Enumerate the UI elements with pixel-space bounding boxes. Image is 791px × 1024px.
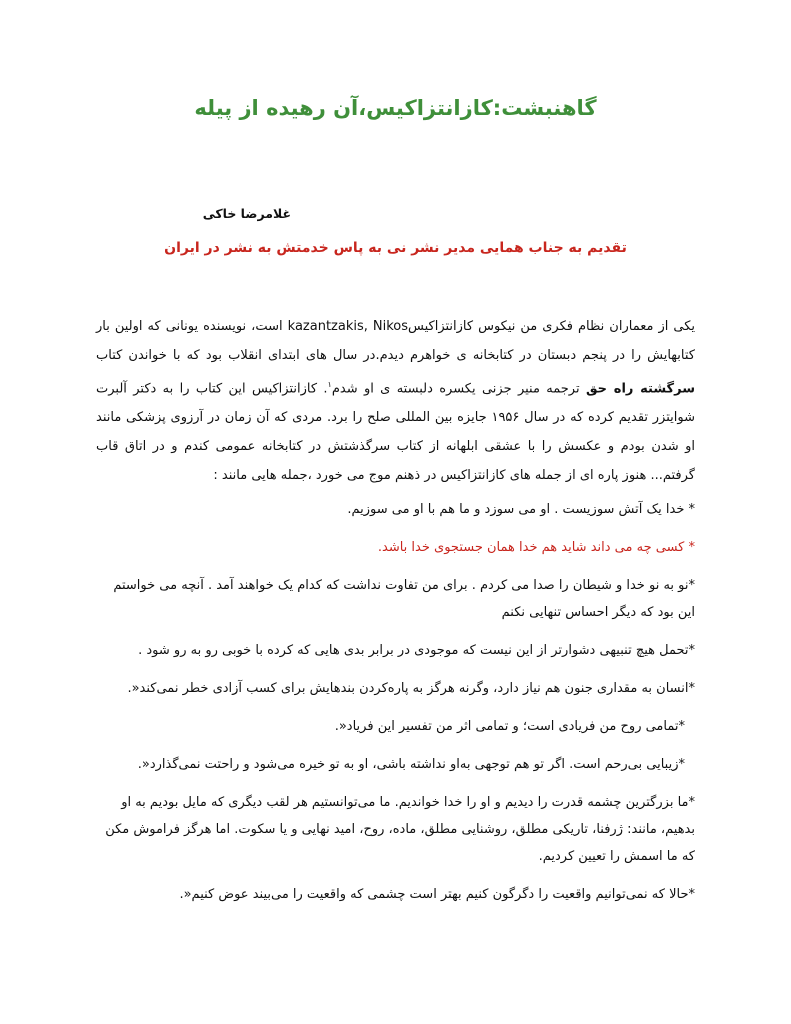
intro-text-1: یکی از معماران نظام فکری من نیکوس کازانتزاکیس xyxy=(408,319,695,334)
quote-4: *تحمل هیچ تنبیهی دشوارتر از این نیست که موجودی در برابر بدی هایی که کرده با خوبی رو به رو شود . xyxy=(138,643,695,659)
author-latin-name: kazantzakis, Nikos xyxy=(287,319,409,334)
quote-5: *انسان به مقداری جنون هم نیاز دارد، وگرنه هرگز به پاره‌کردن بندهایش برای کسب آزادی خطر نمی‌کند«. xyxy=(127,681,695,697)
quote-6: *تمامی روح من فریادی است؛ و تمامی اثر من تفسیر این فریاد«. xyxy=(334,719,685,735)
intro-text-4: . کازانتزاکیس این کتاب را به دکتر آلبرت شوایتزر تقدیم کرده که در سال ۱۹۵۶ جایزه بین المللی صلح را برد. مردی که آن زمان در آرزوی پزشکی مانند او شدن بودم و عکسش را با عشقی ابلهانه از کتاب سرگذشتش در کتابخانه عمومی کندم و در اتاق قاب گرفتم... هنوز پاره ای از جمله های کازانتزاکیس در ذهنم موج می خورد ،جمله هایی مانند : xyxy=(96,381,695,484)
quote-3: *نو به نو خدا و شیطان را صدا می کردم . برای من تفاوت نداشت که کدام یک خواهند آمد . آنچه می خواستم این بود که دیگر احساس تنهایی نکنم xyxy=(113,578,695,621)
quote-8: *ما بزرگترین چشمه قدرت را دیدیم و او را خدا خواندیم. ما می‌توانستیم هر لقب دیگری که مایل بودیم به او بدهیم، مانند: ژرفنا، تاریکی مطلق، روشنایی مطلق، ماده، روح، امید نهایی و یا سکوت. اما هرگز فراموش مکن که ما اسمش را تعیین کردیم. xyxy=(105,795,695,865)
author-name: غلامرضا خاکی xyxy=(202,206,291,221)
quote-2: * کسی چه می داند شاید هم خدا همان جستجوی خدا باشد. xyxy=(377,540,695,556)
quote-7: *زیبایی بی‌رحم است. اگر تو هم توجهی به‌او نداشته باشی، او به تو خیره می‌شود و راحتت نمی‌گذارد«. xyxy=(137,757,685,773)
intro-paragraph xyxy=(96,312,695,490)
article-body xyxy=(96,312,695,919)
intro-text-2: است، نویسنده یونانی که اولین بار کتابهایش را در پنجم دبستان در کتابخانه ی خواهرم دیدم.در سال های ابتدای انقلاب بود که با خواندن کتاب xyxy=(96,319,695,363)
footnote-marker: ۱ xyxy=(327,380,332,389)
quote-9: *حالا که نمی‌توانیم واقعیت را دگرگون کنیم بهتر است چشمی که واقعیت را می‌بیند عوض کنیم«. xyxy=(179,887,695,903)
dedication-line: تقدیم به جناب همایی مدیر نشر نی به پاس خدمتش به نشر در ایران xyxy=(164,240,627,256)
quote-1: * خدا یک آتش سوزیست . او می سوزد و ما هم با او می سوزیم. xyxy=(347,502,695,518)
book-title: سرگشته راه حق xyxy=(585,381,695,397)
document-title: گاهنبشت:کازانتزاکیس،آن رهیده از پیله xyxy=(194,96,597,120)
intro-text-3: ترجمه منیر جزنی یکسره دلبسته ی او شدم xyxy=(331,381,586,397)
